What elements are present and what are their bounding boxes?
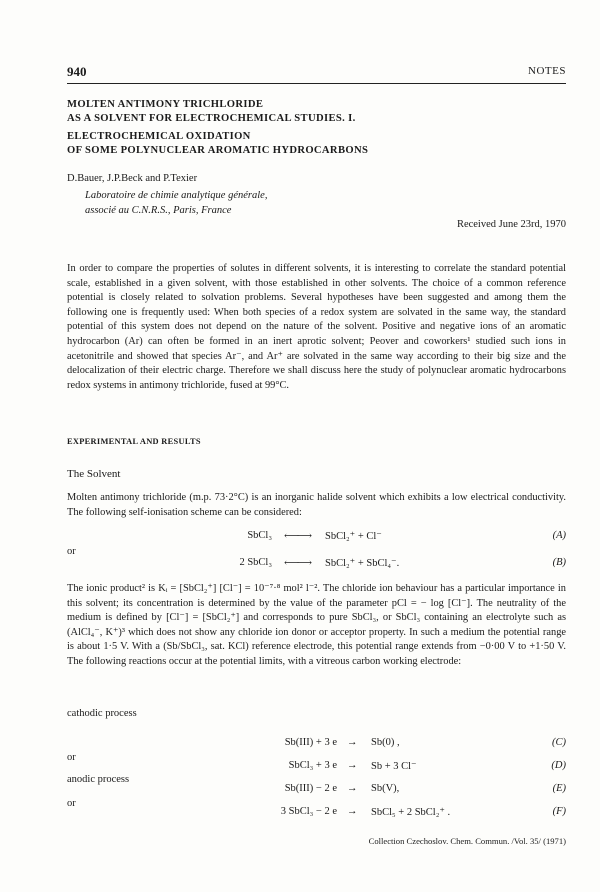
equation-a — [67, 530, 566, 546]
header-rule — [67, 83, 566, 84]
intro-paragraph: In order to compare the properties of solutes in different solvents, it is interesting to correlate the standard potential scale, established in a given solvent, with those established in other solvents. The choice of a common reference potential is closely related to solvation problems. Several hypotheses have been suggested and among them the following one is frequently used: When both species of a redox system are solvated in the same way, the standard potential of this system does not depend on the nature of the solvent. Positive and negative ions of an aromatic hydrocarbon (Ar) can often be formed in an inert aprotic solvent; Peover and coworkers¹ studied such ions in acetonitrile and showed that species Ar⁻, and Ar⁺ are solvated in the same way according to their big size and the delocalization of their electric charge. Therefore we shall discuss here the study of polynuclear aromatic hydrocarbons redox systems in antimony trichloride, fused at 99°C. — [67, 263, 566, 391]
title-line-4: OF SOME POLYNUCLEAR AROMATIC HYDROCARBONS — [67, 145, 369, 156]
equation-c-left: Sb(III) + 3 e — [284, 737, 337, 748]
section-name: NOTES — [528, 65, 566, 77]
cathodic-label: cathodic process — [67, 708, 137, 719]
equation-c-tag: (C) — [552, 737, 566, 748]
equation-b-left: 2 SbCl₃ — [239, 557, 272, 568]
title-line-2: AS A SOLVENT FOR ELECTROCHEMICAL STUDIES. I. — [67, 113, 356, 124]
equation-f-left: 3 SbCl₃ − 2 e — [280, 806, 337, 817]
equation-b — [67, 557, 566, 573]
equation-d-tag: (D) — [551, 760, 566, 771]
journal-footer: Collection Czechoslov. Chem. Commun. /Vol. 35/ (1971) — [368, 836, 566, 846]
equation-c-arrow: → — [347, 737, 358, 748]
equation-a-arrow: ⟵⟶ — [284, 531, 311, 542]
equation-f-arrow: → — [347, 806, 358, 817]
authors: D.Bauer, J.P.Beck and P.Texier — [67, 173, 198, 184]
equation-e-tag: (E) — [552, 783, 566, 794]
affiliation-line-2: associé au C.N.R.S., Paris, France — [85, 205, 232, 216]
equation-e-left: Sb(III) − 2 e — [284, 783, 337, 794]
equation-b-right: SbCl₂⁺ + SbCl₄⁻. — [325, 558, 400, 569]
or-word: or — [67, 752, 76, 763]
equation-b-tag: (B) — [552, 557, 566, 568]
equation-e — [67, 783, 566, 799]
article-title — [67, 98, 566, 158]
equation-c — [67, 737, 566, 753]
or-word: or — [67, 798, 76, 809]
equation-a-right: SbCl₂⁺ + Cl⁻ — [325, 531, 382, 542]
ionic-product-paragraph: The ionic product² is Kᵢ = [SbCl₂⁺] [Cl⁻] = 10⁻⁷·⁸ mol² l⁻². The chloride ion behaviour has a particular importance in this solvent; its concentration is determined by the value of the parameter pCl = − log [Cl⁻]. The neutrality of the medium is defined by [Cl⁻] = [SbCl₂⁺] and corresponds to pure SbCl₃, or SbCl₃ containing an electrolyte such as (AlCl₄⁻, K⁺)³ which does not show any chloride ion donor or acceptor property. In such a medium the potential range is about 1·5 V. With a (Sb/SbCl₃, sat. KCl) reference electrode, this potential range extends from −0·00 V to +1·50 V. The following reactions occur at the potential limits, with a vitreous carbon working electrode: — [67, 583, 566, 667]
received-date: Received June 23rd, 1970 — [456, 219, 566, 230]
page-number: 940 — [67, 64, 87, 79]
equation-d-arrow: → — [347, 760, 358, 771]
equation-a-left: SbCl₃ — [247, 530, 272, 541]
equation-f — [67, 806, 566, 822]
equation-a-tag: (A) — [552, 530, 566, 541]
or-word: or — [67, 546, 76, 557]
equation-d-right: Sb + 3 Cl⁻ — [371, 761, 417, 772]
title-line-1: MOLTEN ANTIMONY TRICHLORIDE — [67, 99, 264, 110]
equation-f-tag: (F) — [552, 806, 566, 817]
affiliation-line-1: Laboratoire de chimie analytique générale, — [85, 190, 268, 201]
equation-d-left: SbCl₃ + 3 e — [288, 760, 337, 771]
equation-d — [67, 760, 566, 776]
section-heading: EXPERIMENTAL AND RESULTS — [67, 437, 201, 446]
running-head — [67, 64, 566, 80]
subheading: The Solvent — [67, 468, 121, 480]
anodic-label: anodic process — [67, 774, 130, 785]
equation-c-right: Sb(0) , — [371, 737, 400, 748]
equation-e-arrow: → — [347, 783, 358, 794]
equation-b-arrow: ⟵⟶ — [284, 558, 311, 569]
equation-f-right: SbCl₅ + 2 SbCl₂⁺ . — [371, 807, 451, 818]
equation-e-right: Sb(V), — [371, 783, 400, 794]
solvent-paragraph: Molten antimony trichloride (m.p. 73·2°C) is an inorganic halide solvent which exhibits a low electrical conductivity. The following self-ionisation scheme can be considered: — [67, 492, 566, 518]
title-line-3: ELECTROCHEMICAL OXIDATION — [67, 131, 251, 142]
